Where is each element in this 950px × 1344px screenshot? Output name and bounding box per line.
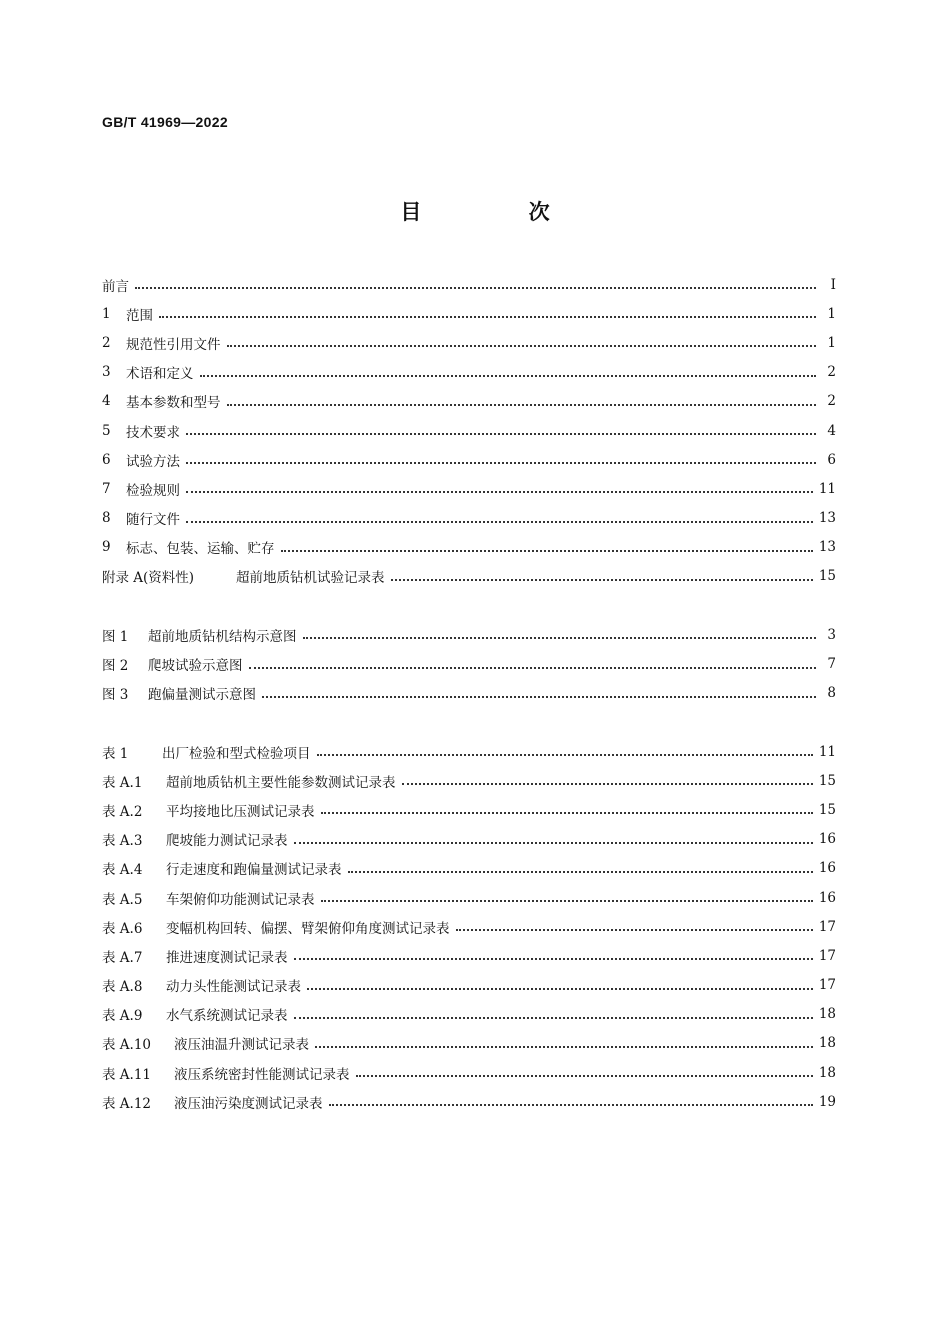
dot-leader bbox=[294, 1016, 813, 1019]
toc-entry-label: 技术要求 bbox=[126, 424, 180, 441]
dot-leader bbox=[317, 753, 813, 756]
toc-entry[interactable] bbox=[102, 649, 836, 678]
toc-section-main bbox=[102, 270, 836, 591]
toc-entry-page: Ⅰ bbox=[830, 276, 836, 293]
toc-entry-label: 超前地质钻机结构示意图 bbox=[148, 628, 297, 645]
toc-entry-label: 检验规则 bbox=[126, 482, 180, 499]
toc-entry-page: 19 bbox=[818, 1093, 836, 1110]
toc-entry[interactable] bbox=[102, 766, 836, 795]
toc-entry-page: 17 bbox=[818, 947, 836, 964]
toc-entry-page: 1 bbox=[827, 334, 836, 351]
toc-entry[interactable] bbox=[102, 854, 836, 883]
toc-entry-page: 16 bbox=[818, 860, 836, 877]
toc-entry-page: 17 bbox=[818, 977, 836, 994]
dot-leader bbox=[315, 1045, 813, 1048]
dot-leader bbox=[356, 1074, 813, 1077]
toc-entry-page: 11 bbox=[818, 743, 836, 760]
toc-entry[interactable] bbox=[102, 387, 836, 416]
toc-entry-number: 9 bbox=[102, 539, 111, 556]
toc-entry[interactable] bbox=[102, 620, 836, 649]
toc-entry-page: 15 bbox=[818, 801, 836, 818]
dot-leader bbox=[294, 841, 813, 844]
toc-entry-number: 表 1 bbox=[102, 745, 129, 762]
toc-entry-label: 车架俯仰功能测试记录表 bbox=[166, 891, 315, 908]
toc-entry-number: 表 A.4 bbox=[102, 862, 143, 879]
toc-entry-label: 范围 bbox=[126, 307, 153, 324]
toc-entry-number: 表 A.1 bbox=[102, 774, 143, 791]
toc-entry-number: 7 bbox=[102, 480, 111, 497]
toc-entry-number: 表 A.8 bbox=[102, 979, 143, 996]
toc-entry-label: 试验方法 bbox=[126, 453, 180, 470]
table-of-contents bbox=[102, 270, 836, 1116]
toc-entry[interactable] bbox=[102, 474, 836, 503]
toc-entry-label: 爬坡能力测试记录表 bbox=[166, 833, 288, 850]
toc-entry[interactable] bbox=[102, 270, 836, 299]
toc-entry[interactable] bbox=[102, 504, 836, 533]
dot-leader bbox=[321, 899, 813, 902]
toc-entry-page: 3 bbox=[827, 626, 836, 643]
dot-leader bbox=[186, 520, 813, 523]
toc-entry-label: 前言 bbox=[102, 278, 129, 295]
toc-entry-number: 3 bbox=[102, 364, 111, 381]
dot-leader bbox=[135, 286, 816, 289]
toc-entry-number: 表 A.12 bbox=[102, 1095, 152, 1112]
toc-entry-page: 8 bbox=[827, 685, 836, 702]
toc-entry-label: 变幅机构回转、偏摆、臂架俯仰角度测试记录表 bbox=[166, 920, 450, 937]
toc-entry[interactable] bbox=[102, 1029, 836, 1058]
toc-entry[interactable] bbox=[102, 1000, 836, 1029]
toc-entry-number: 图 2 bbox=[102, 658, 129, 675]
toc-entry-number: 表 A.10 bbox=[102, 1037, 152, 1054]
toc-entry-number: 2 bbox=[102, 334, 111, 351]
toc-entry-number: 表 A.11 bbox=[102, 1066, 152, 1083]
toc-entry[interactable] bbox=[102, 533, 836, 562]
toc-entry[interactable] bbox=[102, 941, 836, 970]
dot-leader bbox=[402, 782, 813, 785]
toc-entry-page: 13 bbox=[818, 510, 836, 527]
toc-entry[interactable] bbox=[102, 1058, 836, 1087]
dot-leader bbox=[348, 870, 813, 873]
toc-entry-page: 16 bbox=[818, 889, 836, 906]
dot-leader bbox=[227, 344, 817, 347]
toc-entry-label: 术语和定义 bbox=[126, 366, 194, 383]
toc-entry-number: 表 A.9 bbox=[102, 1008, 143, 1025]
toc-entry[interactable] bbox=[102, 299, 836, 328]
toc-entry-page: 18 bbox=[818, 1035, 836, 1052]
section-gap bbox=[102, 591, 836, 620]
page-title: 目 次 bbox=[400, 200, 600, 224]
toc-entry-page: 7 bbox=[827, 656, 836, 673]
toc-entry-label: 规范性引用文件 bbox=[126, 336, 221, 353]
toc-entry-label: 水气系统测试记录表 bbox=[166, 1008, 288, 1025]
toc-entry-number: 1 bbox=[102, 305, 111, 322]
toc-entry-page: 4 bbox=[827, 422, 836, 439]
dot-leader bbox=[391, 578, 813, 581]
dot-leader bbox=[186, 461, 816, 464]
toc-entry-number: 表 A.3 bbox=[102, 833, 143, 850]
section-gap bbox=[102, 708, 836, 737]
dot-leader bbox=[329, 1103, 813, 1106]
toc-entry[interactable] bbox=[102, 795, 836, 824]
toc-entry-number: 表 A.7 bbox=[102, 949, 143, 966]
dot-leader bbox=[262, 695, 816, 698]
toc-entry-label: 平均接地比压测试记录表 bbox=[166, 803, 315, 820]
toc-entry-label: 液压油污染度测试记录表 bbox=[174, 1095, 323, 1112]
toc-section-tables bbox=[102, 737, 836, 1116]
standard-code: GB/T 41969—2022 bbox=[102, 114, 228, 130]
toc-entry-page: 6 bbox=[827, 451, 836, 468]
toc-entry[interactable] bbox=[102, 971, 836, 1000]
toc-entry-number: 图 1 bbox=[102, 628, 129, 645]
toc-entry-number: 附录 A(资料性) bbox=[102, 570, 195, 587]
toc-entry[interactable] bbox=[102, 445, 836, 474]
toc-entry-label: 行走速度和跑偏量测试记录表 bbox=[166, 862, 342, 879]
toc-entry-number: 表 A.2 bbox=[102, 803, 143, 820]
toc-entry-label: 推进速度测试记录表 bbox=[166, 949, 288, 966]
dot-leader bbox=[249, 666, 817, 669]
toc-entry[interactable] bbox=[102, 737, 836, 766]
toc-entry-number: 图 3 bbox=[102, 687, 129, 704]
toc-entry-label: 基本参数和型号 bbox=[126, 395, 221, 412]
toc-entry-page: 2 bbox=[827, 393, 836, 410]
toc-entry-label: 液压油温升测试记录表 bbox=[174, 1037, 309, 1054]
dot-leader bbox=[321, 811, 813, 814]
toc-entry-label: 跑偏量测试示意图 bbox=[148, 687, 256, 704]
toc-entry-page: 18 bbox=[818, 1064, 836, 1081]
dot-leader bbox=[281, 549, 813, 552]
toc-entry-page: 16 bbox=[818, 831, 836, 848]
dot-leader bbox=[307, 987, 813, 990]
toc-entry-label: 超前地质钻机主要性能参数测试记录表 bbox=[166, 774, 396, 791]
dot-leader bbox=[303, 636, 817, 639]
toc-entry-label: 标志、包装、运输、贮存 bbox=[126, 541, 275, 558]
toc-entry[interactable] bbox=[102, 328, 836, 357]
toc-entry-number: 5 bbox=[102, 422, 111, 439]
toc-entry-page: 18 bbox=[818, 1006, 836, 1023]
toc-entry-label: 随行文件 bbox=[126, 512, 180, 529]
toc-entry-number: 表 A.6 bbox=[102, 920, 143, 937]
toc-entry-number: 6 bbox=[102, 451, 111, 468]
toc-entry-page: 11 bbox=[818, 480, 836, 497]
dot-leader bbox=[200, 374, 817, 377]
toc-entry-page: 13 bbox=[818, 539, 836, 556]
toc-entry[interactable] bbox=[102, 679, 836, 708]
dot-leader bbox=[456, 928, 813, 931]
toc-entry-page: 15 bbox=[818, 568, 836, 585]
dot-leader bbox=[159, 315, 816, 318]
toc-entry-label: 爬坡试验示意图 bbox=[148, 658, 243, 675]
toc-entry-page: 17 bbox=[818, 918, 836, 935]
toc-entry[interactable] bbox=[102, 883, 836, 912]
toc-entry-page: 2 bbox=[827, 364, 836, 381]
toc-entry[interactable] bbox=[102, 912, 836, 941]
toc-entry-number: 8 bbox=[102, 510, 111, 527]
toc-entry[interactable] bbox=[102, 358, 836, 387]
dot-leader bbox=[186, 490, 813, 493]
toc-entry-page: 1 bbox=[827, 305, 836, 322]
toc-entry[interactable] bbox=[102, 562, 836, 591]
toc-entry[interactable] bbox=[102, 416, 836, 445]
dot-leader bbox=[227, 403, 817, 406]
dot-leader bbox=[294, 957, 813, 960]
toc-entry-page: 15 bbox=[818, 772, 836, 789]
toc-entry-number: 表 A.5 bbox=[102, 891, 143, 908]
toc-entry-label: 出厂检验和型式检验项目 bbox=[162, 745, 311, 762]
toc-entry-number: 4 bbox=[102, 393, 111, 410]
toc-entry-label: 动力头性能测试记录表 bbox=[166, 979, 301, 996]
toc-entry-label: 超前地质钻机试验记录表 bbox=[236, 570, 385, 587]
toc-section-figures bbox=[102, 620, 836, 708]
toc-entry-label: 液压系统密封性能测试记录表 bbox=[174, 1066, 350, 1083]
toc-entry[interactable] bbox=[102, 825, 836, 854]
toc-entry[interactable] bbox=[102, 1087, 836, 1116]
dot-leader bbox=[186, 432, 816, 435]
